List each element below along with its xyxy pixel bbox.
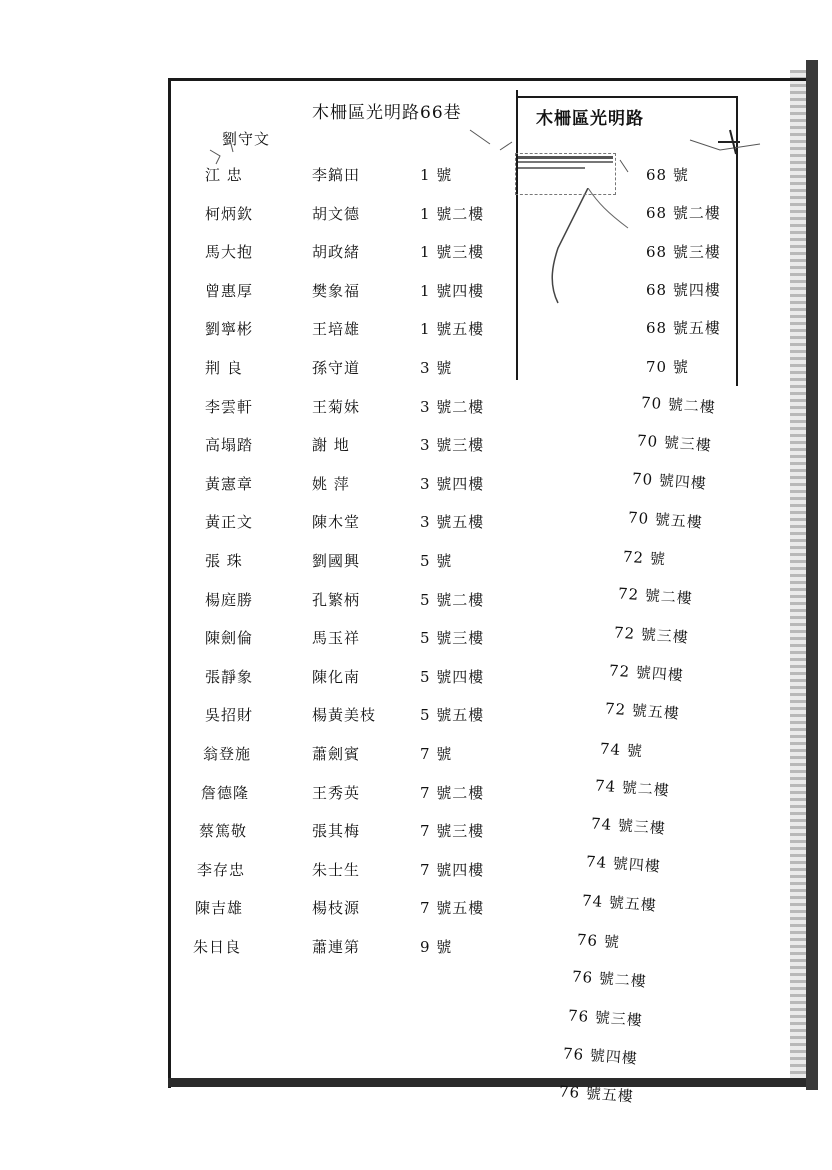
address-entry: 70 號 bbox=[646, 358, 689, 376]
resident-name-second: 姚 萍 bbox=[312, 475, 350, 493]
house-number: 7 號 bbox=[420, 745, 453, 763]
resident-name-second: 楊枝源 bbox=[312, 899, 361, 917]
resident-name-second: 蕭劍賓 bbox=[312, 745, 361, 763]
house-number: 1 號二樓 bbox=[420, 205, 485, 223]
resident-name-second: 孔繁柄 bbox=[312, 591, 361, 609]
resident-name-second: 陳木堂 bbox=[312, 513, 361, 531]
address-entry: 74 號四樓 bbox=[585, 852, 662, 876]
house-number: 3 號二樓 bbox=[420, 398, 485, 416]
address-entry: 76 號二樓 bbox=[571, 967, 648, 991]
house-number: 5 號三樓 bbox=[420, 629, 485, 647]
house-number: 7 號四樓 bbox=[420, 861, 485, 879]
address-entry: 72 號五樓 bbox=[604, 699, 681, 723]
address-entry: 72 號三樓 bbox=[613, 623, 690, 647]
resident-name: 曾惠厚 bbox=[205, 282, 254, 300]
resident-name: 李存忠 bbox=[197, 861, 246, 879]
resident-name-second: 樊象福 bbox=[312, 282, 361, 300]
address-entry: 76 號四樓 bbox=[562, 1044, 639, 1068]
house-number: 1 號五樓 bbox=[420, 320, 485, 338]
address-entry: 72 號二樓 bbox=[617, 584, 694, 608]
resident-name: 荆 良 bbox=[205, 359, 243, 377]
address-entry: 74 號 bbox=[599, 739, 644, 761]
header-box-top bbox=[518, 96, 738, 98]
resident-name: 劉寧彬 bbox=[205, 320, 254, 338]
resident-name: 翁登施 bbox=[203, 745, 252, 763]
address-entry: 74 號三樓 bbox=[590, 814, 667, 838]
address-entry: 70 號二樓 bbox=[640, 393, 717, 417]
right-header-street: 木柵區光明路 bbox=[536, 109, 644, 129]
house-number: 5 號五樓 bbox=[420, 706, 485, 724]
house-number: 5 號 bbox=[420, 552, 453, 570]
frame-right-line bbox=[806, 60, 818, 1090]
address-entry: 76 號五樓 bbox=[558, 1082, 635, 1106]
resident-name-second: 胡政緒 bbox=[312, 243, 361, 261]
left-header-street: 木柵區光明路66巷 bbox=[312, 103, 462, 123]
resident-name-second: 李鎬田 bbox=[312, 166, 361, 184]
address-entry: 70 號三樓 bbox=[636, 431, 713, 455]
house-number: 9 號 bbox=[420, 938, 453, 956]
resident-name-second: 謝 地 bbox=[312, 436, 350, 454]
house-number: 7 號五樓 bbox=[420, 899, 485, 917]
resident-name: 陳吉雄 bbox=[195, 899, 244, 917]
house-number: 5 號四樓 bbox=[420, 668, 485, 686]
address-entry: 68 號 bbox=[646, 166, 689, 184]
resident-name: 吳招財 bbox=[205, 706, 254, 724]
resident-name: 詹德隆 bbox=[201, 784, 250, 802]
resident-name-second: 楊黃美枝 bbox=[312, 706, 377, 724]
resident-name: 黃正文 bbox=[205, 513, 254, 531]
address-entry: 76 號三樓 bbox=[567, 1006, 644, 1030]
resident-name-second: 馬玉祥 bbox=[312, 629, 361, 647]
extra-top-name: 劉守文 bbox=[222, 130, 271, 148]
resident-name-second: 孫守道 bbox=[312, 359, 361, 377]
address-entry: 76 號 bbox=[576, 930, 621, 952]
house-number: 3 號 bbox=[420, 359, 453, 377]
house-number: 1 號四樓 bbox=[420, 282, 485, 300]
house-number: 1 號 bbox=[420, 166, 453, 184]
house-number: 3 號三樓 bbox=[420, 436, 485, 454]
frame-left-line bbox=[168, 78, 171, 1088]
house-number: 3 號五樓 bbox=[420, 513, 485, 531]
address-entry: 68 號四樓 bbox=[646, 281, 721, 299]
address-entry: 68 號五樓 bbox=[646, 319, 721, 337]
resident-name: 馬大抱 bbox=[205, 243, 254, 261]
address-entry: 70 號四樓 bbox=[631, 469, 708, 493]
resident-name: 楊庭勝 bbox=[205, 591, 254, 609]
resident-name: 黃憲章 bbox=[205, 475, 254, 493]
resident-name-second: 朱士生 bbox=[312, 861, 361, 879]
resident-name: 柯炳欽 bbox=[205, 205, 254, 223]
address-entry: 74 號二樓 bbox=[594, 776, 671, 800]
frame-top-line bbox=[170, 78, 806, 81]
resident-name: 高塌踏 bbox=[205, 436, 254, 454]
address-entry: 74 號五樓 bbox=[581, 891, 658, 915]
resident-name: 李雲軒 bbox=[205, 398, 254, 416]
scratch-marks bbox=[528, 188, 638, 308]
house-number: 7 號三樓 bbox=[420, 822, 485, 840]
resident-name: 朱日良 bbox=[193, 938, 242, 956]
address-entry: 72 號四樓 bbox=[608, 661, 685, 685]
stamp-mark bbox=[515, 153, 616, 195]
house-number: 5 號二樓 bbox=[420, 591, 485, 609]
resident-name: 張靜象 bbox=[205, 668, 254, 686]
resident-name: 張 珠 bbox=[205, 552, 243, 570]
resident-name-second: 劉國興 bbox=[312, 552, 361, 570]
resident-name-second: 王秀英 bbox=[312, 784, 361, 802]
address-entry: 70 號五樓 bbox=[627, 508, 704, 532]
address-entry: 72 號 bbox=[622, 547, 667, 569]
frame-bottom-line bbox=[168, 1078, 808, 1087]
address-entry: 68 號三樓 bbox=[646, 243, 721, 261]
resident-name-second: 陳化南 bbox=[312, 668, 361, 686]
resident-name-second: 蕭連第 bbox=[312, 938, 361, 956]
house-number: 7 號二樓 bbox=[420, 784, 485, 802]
house-number: 1 號三樓 bbox=[420, 243, 485, 261]
resident-name: 江 忠 bbox=[205, 166, 243, 184]
house-number: 3 號四樓 bbox=[420, 475, 485, 493]
resident-name-second: 王菊妹 bbox=[312, 398, 361, 416]
resident-name: 陳劍倫 bbox=[205, 629, 254, 647]
resident-name-second: 胡文德 bbox=[312, 205, 361, 223]
resident-name-second: 王培雄 bbox=[312, 320, 361, 338]
resident-name: 蔡篤敬 bbox=[199, 822, 248, 840]
resident-name-second: 張其梅 bbox=[312, 822, 361, 840]
address-entry: 68 號二樓 bbox=[646, 204, 721, 222]
